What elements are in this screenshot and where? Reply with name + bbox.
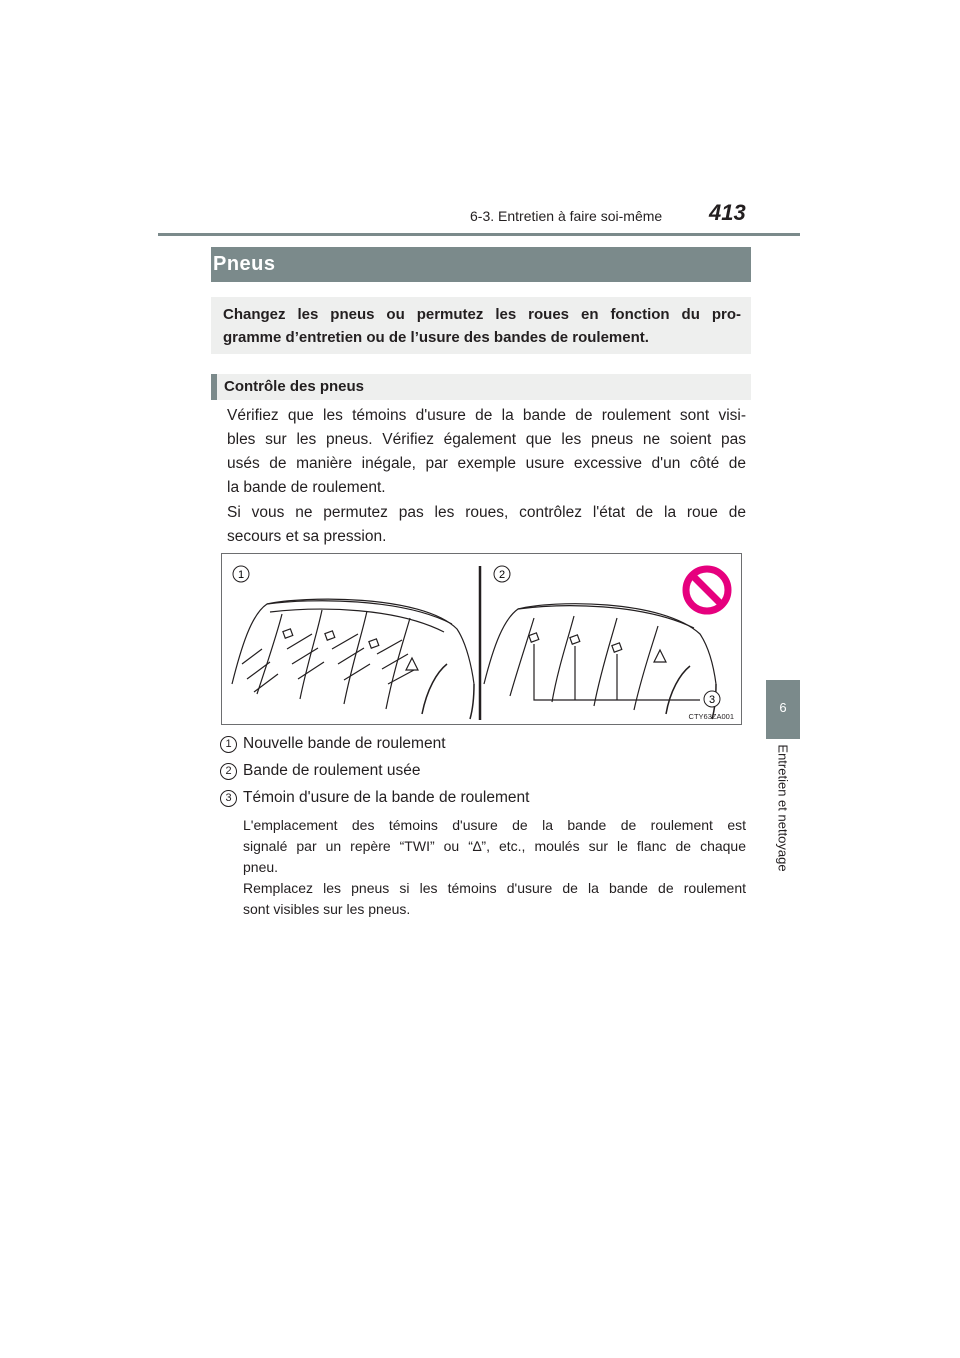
note-line: pneu. — [243, 859, 279, 875]
note-line: signalé par un repère “TWI” ou “∆”, etc., moulés sur le flanc de chaque — [243, 838, 746, 854]
header-divider — [158, 233, 800, 236]
chapter-tab[interactable]: 6 — [766, 680, 800, 736]
paragraph-line: Si vous ne permutez pas les roues, contrôlez l'état de la roue de — [227, 504, 746, 521]
worn-tread-tire — [484, 604, 716, 719]
caption-number: 3 — [220, 790, 237, 807]
figure-label — [704, 691, 720, 707]
caption-number: 2 — [220, 763, 237, 780]
note — [243, 815, 746, 920]
section-title: 6-3. Entretien à faire soi-même — [470, 208, 663, 224]
figure-label — [494, 566, 510, 582]
intro-line: Changez les pneus ou permutez les roues en fonction du pro- — [223, 306, 741, 323]
paragraph-line: bles sur les pneus. Vérifiez également que les pneus ne soient pas — [227, 431, 746, 448]
caption-text: Témoin d'usure de la bande de roulement — [243, 789, 530, 806]
caption-text: Bande de roulement usée — [243, 762, 421, 779]
subheading: Contrôle des pneus — [211, 374, 751, 400]
caption-item — [220, 788, 529, 808]
svg-text:3: 3 — [708, 694, 716, 706]
tire-illustration — [222, 554, 741, 724]
new-tread-tire — [232, 599, 474, 719]
note-line: L'emplacement des témoins d'usure de la bande de roulement est — [243, 817, 746, 833]
svg-text:2: 2 — [498, 569, 506, 581]
note-line: sont visibles sur les pneus. — [243, 901, 411, 917]
figure-label — [233, 566, 249, 582]
intro-line: gramme d’entretien ou de l’usure des bandes de roulement. — [223, 329, 649, 346]
caption-text: Nouvelle bande de roulement — [243, 735, 446, 752]
paragraph-line: secours et sa pression. — [227, 528, 387, 545]
chapter-tab-divider — [766, 736, 800, 739]
paragraph-line: usés de manière inégale, par exemple usure excessive d'un côté de — [227, 455, 746, 472]
page-title: Pneus — [211, 247, 751, 282]
note-line: Remplacez les pneus si les témoins d'usure de la bande de roulement — [243, 880, 746, 896]
paragraph — [227, 404, 746, 500]
intro-box — [211, 297, 751, 354]
prohibited-icon — [686, 569, 728, 611]
paragraph-line: Vérifiez que les témoins d'usure de la bande de roulement sont visi- — [227, 407, 746, 424]
tire-wear-figure — [221, 553, 742, 725]
paragraph-line: la bande de roulement. — [227, 479, 386, 496]
svg-text:1: 1 — [237, 569, 245, 581]
caption-number: 1 — [220, 736, 237, 753]
figure-code: CTY63ZA001 — [688, 712, 734, 721]
caption-item — [220, 734, 446, 754]
chapter-title: Entretien et nettoyage — [775, 744, 791, 872]
page-number: 413 — [709, 200, 746, 225]
paragraph — [227, 501, 746, 549]
caption-item — [220, 761, 421, 781]
